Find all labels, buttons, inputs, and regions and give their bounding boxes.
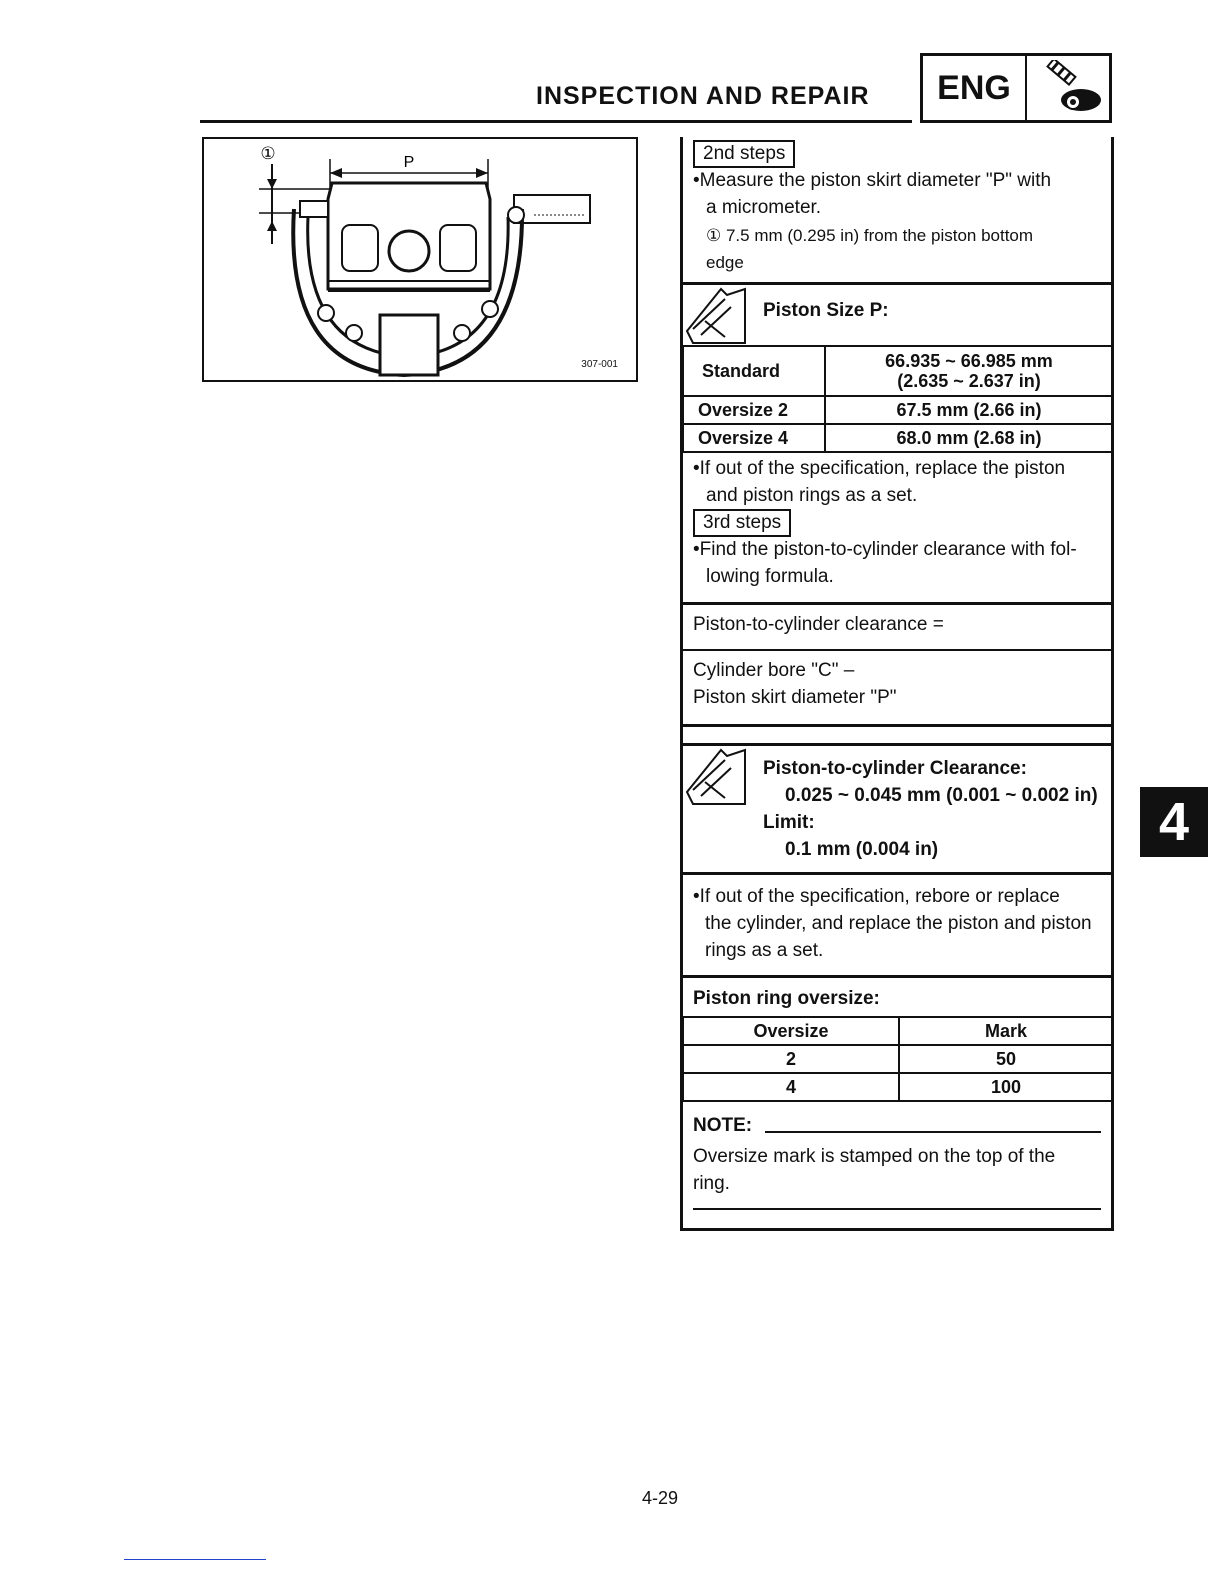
piston-size-title: Piston Size P: [763,300,889,321]
column-header: Mark [899,1017,1113,1045]
step3-instruction-cont: lowing formula. [706,566,834,587]
step3-label: 3rd steps [693,509,791,537]
note-text: Oversize mark is stamped on the top of the [693,1146,1056,1167]
ring-oversize-title: Piston ring oversize: [693,988,880,1009]
column-header: Oversize [683,1017,899,1045]
procedure-column [680,137,1114,1231]
figure-label-p: P [403,154,415,171]
oversize-cell: 4 [683,1073,899,1101]
section-label: ENG [923,56,1027,120]
page-number: 4-29 [642,1488,679,1508]
rebore-instruction: •If out of the specification, rebore or replace [693,886,1060,907]
size-value: 68.0 mm (2.68 in) [825,424,1113,452]
formula-rhs: Cylinder bore "C" – [693,660,855,681]
page-title: INSPECTION AND REPAIR [536,82,870,110]
limit-value: 0.1 mm (0.004 in) [785,839,939,860]
formula-lhs: Piston-to-cylinder clearance = [693,614,944,635]
table-header-row [683,1017,1113,1045]
step2-note: ① 7.5 mm (0.295 in) from the piston bottom [706,226,1034,245]
step2-label: 2nd steps [693,140,795,168]
ring-oversize-table [682,1016,1114,1102]
step3-instruction: •Find the piston-to-cylinder clearance with fol- [693,539,1077,560]
caliper-icon [685,746,747,806]
table-row [683,1045,1113,1073]
micrometer-figure [202,137,638,382]
step2-note-cont: edge [706,253,744,272]
table-row [683,424,1113,452]
clearance-title: Piston-to-cylinder Clearance: [763,758,1027,779]
step2-instruction-cont: a micrometer. [706,197,822,218]
caliper-icon [685,285,747,345]
header-rule [200,120,912,123]
size-value: 67.5 mm (2.66 in) [825,396,1113,424]
formula-rhs-cont: Piston skirt diameter "P" [693,687,897,708]
size-label: Standard [683,346,825,396]
step2-instruction: •Measure the piston skirt diameter "P" with [693,170,1052,191]
limit-label: Limit: [763,812,815,833]
replace-instruction: •If out of the specification, replace the piston [693,458,1066,479]
footer-line [124,1559,266,1560]
note-label: NOTE: [693,1115,753,1136]
figure-label-1: ① [260,144,276,163]
note-rule [765,1131,1101,1133]
note-text-cont: ring. [693,1173,730,1194]
replace-instruction-cont: and piston rings as a set. [706,485,918,506]
figure-code: 307-001 [581,359,618,370]
piston-size-table [682,345,1114,453]
table-row [683,346,1113,396]
mark-cell: 50 [899,1045,1113,1073]
chapter-tab: 4 [1140,787,1208,857]
size-label: Oversize 2 [683,396,825,424]
rebore-instruction-end: rings as a set. [705,940,824,961]
micrometer-illustration [204,139,636,380]
size-value: 66.935 ~ 66.985 mm [885,351,1053,371]
section-badge [920,53,1112,123]
size-label: Oversize 4 [683,424,825,452]
table-row [683,396,1113,424]
rebore-instruction-cont: the cylinder, and replace the piston and piston [705,913,1092,934]
mark-cell: 100 [899,1073,1113,1101]
size-value-inch: (2.635 ~ 2.637 in) [897,371,1041,391]
clearance-value: 0.025 ~ 0.045 mm (0.001 ~ 0.002 in) [785,785,1098,806]
oversize-cell: 2 [683,1045,899,1073]
note-end-rule [693,1208,1101,1210]
engine-wrench-icon [1029,60,1107,118]
table-row [683,1073,1113,1101]
